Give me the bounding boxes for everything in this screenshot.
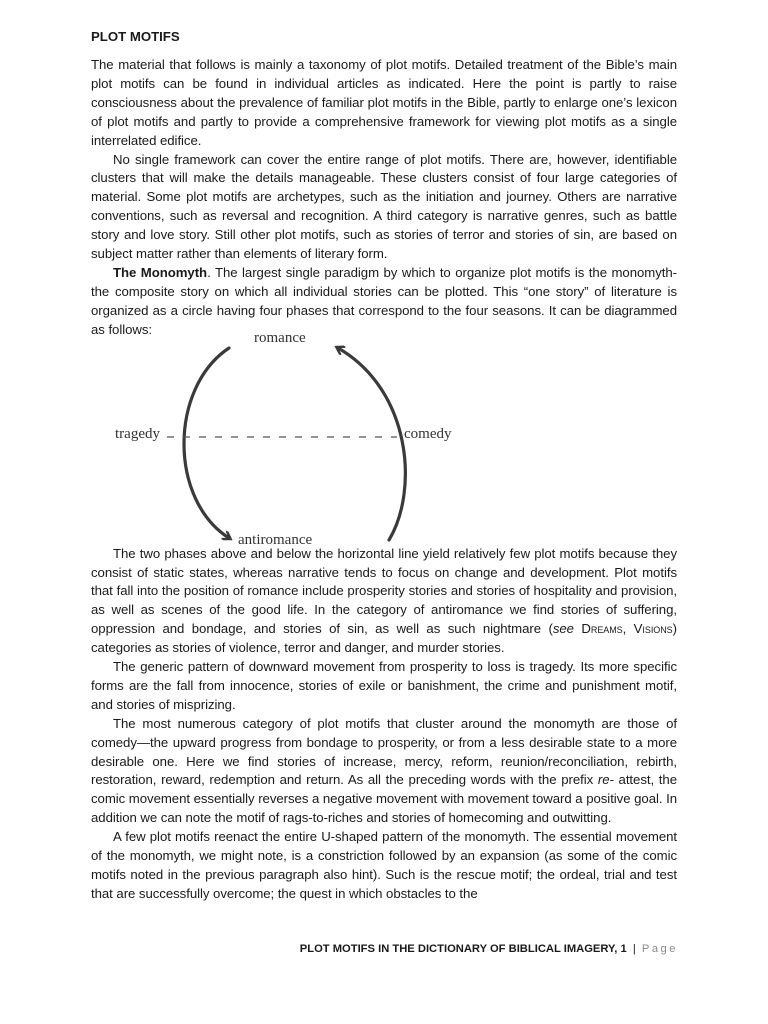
- prefix-re: re-: [597, 772, 614, 788]
- footer-page-number: 1: [620, 943, 627, 955]
- diagram-label-comedy: comedy: [404, 425, 452, 442]
- monomyth-heading: The Monomyth: [113, 264, 208, 280]
- diagram-label-antiromance: antiromance: [238, 531, 313, 548]
- comedy-text-a: The most numerous category of plot motifs that cluster around the monomyth are those of comedy—the upward progress from bondage to prosperity, or from a less desirable state to a more desirable one. Here we find stories of increase, mercy, reform, reunion/reconciliation, rebirth, restoration, reward, redemption and return. As all the preceding words with the prefix: [91, 715, 677, 788]
- comedy-text-b: attest, the comic movement essentially reverses a negative movement with movement toward a positive goal. In addition we can note the motif of rags-to-riches and stories of homecoming and outwitting.: [91, 772, 677, 826]
- diagram-label-romance: romance: [254, 329, 306, 346]
- footer-separator: |: [632, 943, 636, 955]
- monomyth-diagram-graphic: [91, 340, 677, 545]
- paragraph-clusters: No single framework can cover the entire range of plot motifs. There are, however, identifiable clusters that will make the details manageable. These clusters consist of four large categories of material. Some plot motifs are archetypes, such as the initiation and journey. Others are narrative conventions, such as reversal and recognition. A third category is narrative genres, such as battle story and love story. Still other plot motifs, such as stories of terror and stories of sin, are based on subject matter rather than elements of literary form.: [91, 151, 677, 262]
- cross-reference: Dreams, Visions: [581, 621, 673, 637]
- paragraph-phases: [91, 545, 677, 658]
- page-title: PLOT MOTIFS: [91, 29, 180, 44]
- footer-page-word: Page: [641, 943, 678, 955]
- paragraph-tragedy: The generic pattern of downward movement from prosperity to loss is tragedy. Its more specific forms are the fall from innocence, stories of exile or banishment, the crime and punishment motif, and stories of misprizing.: [91, 659, 677, 712]
- paragraph-intro: The material that follows is mainly a taxonomy of plot motifs. Detailed treatment of the Bible’s main plot motifs can be found in individual articles as indicated. Here the point is partly to raise consciousness about the prevalence of familiar plot motifs in the Bible, partly to enlarge one’s lexicon of plot motifs and partly to provide a comprehensive framework for viewing plot motifs as a single interrelated edifice.: [91, 57, 677, 148]
- paragraph-monomyth: [91, 264, 677, 340]
- see-reference: see: [552, 621, 574, 637]
- paragraph-comedy: [91, 715, 677, 828]
- footer-label: PLOT MOTIFS IN THE DICTIONARY OF BIBLICAL IMAGERY,: [299, 943, 618, 955]
- monomyth-diagram: [91, 329, 677, 548]
- downward-arc: [184, 348, 229, 538]
- phases-text-a: The two phases above and below the horizontal line yield relatively few plot motifs because they consist of static states, whereas narrative tends to focus on change and development. Plot motifs that fall into the position of romance include prosperity stories and stories of hospitality and provision, as well as scenes of the good life. In the category of antiromance we find stories of suffering, oppression and bondage, and stories of sin, as well as such nightmare (: [91, 545, 677, 637]
- diagram-label-tragedy: tragedy: [115, 425, 160, 442]
- upward-arc: [338, 348, 405, 540]
- document-page: [91, 28, 677, 904]
- monomyth-text: . The largest single paradigm by which to organize plot motifs is the monomyth-the composite story on which all individual stories can be plotted. This “one story” of literature is organized as a circle having four phases that correspond to the four seasons. It can be diagrammed as follows:: [91, 264, 677, 337]
- phases-text-b: ) categories as stories of violence, terror and danger, and murder stories.: [91, 621, 677, 656]
- paragraph-u-shaped: A few plot motifs reenact the entire U-shaped pattern of the monomyth. The essential movement of the monomyth, we might note, is a constriction followed by an expansion (as some of the comic motifs noted in the previous paragraph also hint). Such is the rescue motif; the ordeal, trial and test that are successfully overcome; the quest in which obstacles to the: [91, 829, 677, 901]
- page-footer: [300, 943, 678, 955]
